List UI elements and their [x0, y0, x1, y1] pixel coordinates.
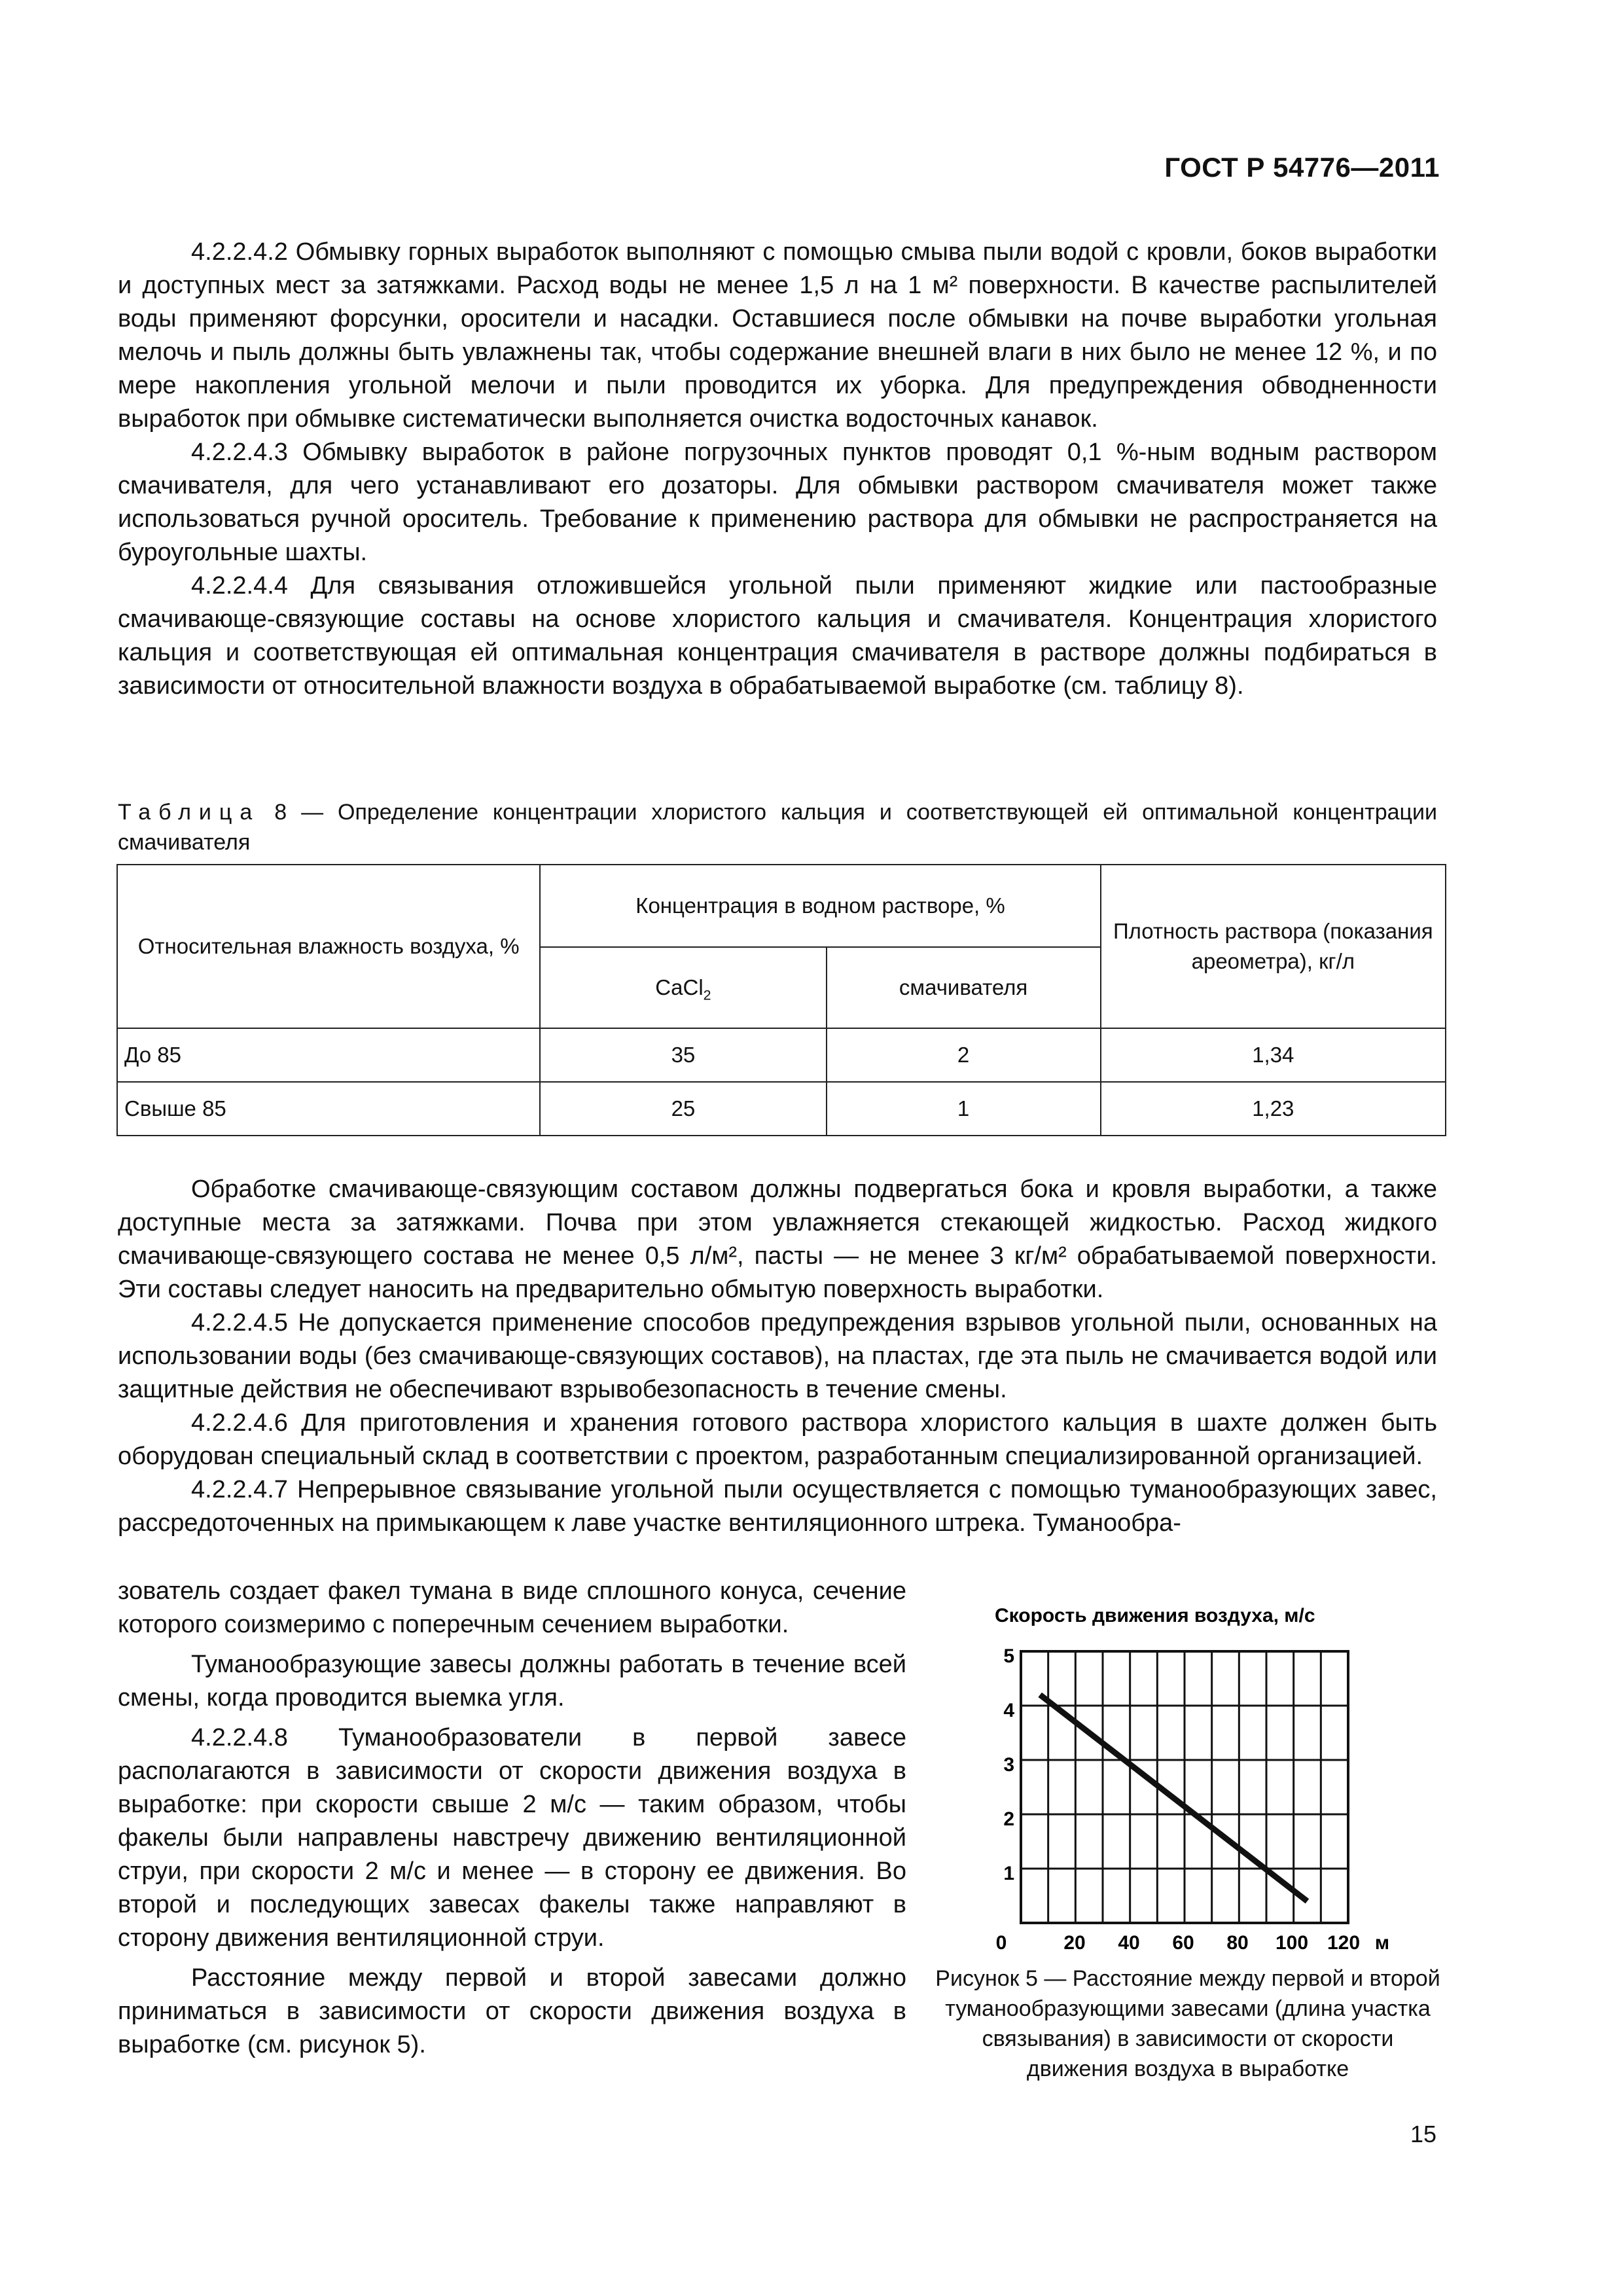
header-cacl-base: CaCl [655, 975, 704, 999]
x-tick-label: 120 [1327, 1932, 1361, 1954]
cell-wetting: 1 [827, 1082, 1101, 1136]
paragraph-4-2-2-4-4: 4.2.2.4.4 Для связывания отложившейся угольной пыли применяют жидкие или пастообразные смачивающе-связующие составы на основе хлористого кальция и смачивателя. Концентрация хлористого кальция и соответствующая ей оптимальная концентрация смачивателя в растворе должны подбираться в зависимости от относительной влажности воздуха в обрабатываемой выработке (см. таблицу 8). [118, 572, 1437, 700]
cell-wetting: 2 [827, 1028, 1101, 1082]
page-number: 15 [1410, 2121, 1436, 2147]
header-cacl-sub: 2 [703, 987, 711, 1003]
cell-density: 1,34 [1101, 1028, 1446, 1082]
cell-humidity: До 85 [117, 1028, 540, 1082]
paragraph-4-2-2-4-3: 4.2.2.4.3 Обмывку выработок в районе погрузочных пунктов проводят 0,1 %-ным водным раствором смачивателя, для чего устанавливают его дозаторы. Для обмывки раствором смачивателя может также использоваться ручной ороситель. Требование к применению раствора для обмывки не распространяется на буроугольные шахты. [118, 439, 1437, 566]
paragraph-4-2-2-4-2: 4.2.2.4.2 Обмывку горных выработок выполняют с помощью смыва пыли водой с кровли, боков выработки и доступных мест за затяжками. Расход воды не менее 1,5 л на 1 м² поверхности. В качестве распылителей воды применяют форсунки, оросители и насадки. Оставшиеся после обмывки на почве выработки угольная мелочь и пыль должны быть увлажнены так, чтобы содержание внешней влаги в них было не менее 12 %, и по мере накопления угольной мелочи и пыли проводится их уборка. Для предупреждения обводненности выработок при обмывке систематически выполняется очистка водосточных канавок. [118, 238, 1437, 433]
paragraph-col-1: Туманообразующие завесы должны работать в течение всей смены, когда проводится выемка угля. [118, 1651, 906, 1712]
x-tick-label: 60 [1172, 1932, 1194, 1954]
header-wetting: смачивателя [827, 947, 1101, 1028]
table-row [117, 1028, 1446, 1082]
table-caption-text: 8 — Определение концентрации хлористого кальция и соответствующей ей оптимальной концентрации смачивателя [118, 800, 1437, 855]
header-concentration: Концентрация в водном растворе, % [540, 865, 1100, 947]
x-tick-label: 40 [1118, 1932, 1140, 1954]
y-tick-label: 3 [1003, 1754, 1014, 1776]
header-density: Плотность раствора (показания ареометра), кг/л [1101, 865, 1446, 1028]
paragraph-col-3: Расстояние между первой и второй завесами должно приниматься в зависимости от скорости движения воздуха в выработке (см. рисунок 5). [118, 1964, 906, 2058]
y-tick-label: 2 [1003, 1808, 1014, 1830]
y-tick-label: 1 [1003, 1863, 1014, 1884]
document-id: ГОСТ Р 54776—2011 [1164, 152, 1440, 183]
paragraph-4-2-2-4-6: 4.2.2.4.6 Для приготовления и хранения готового раствора хлористого кальция в шахте должен быть оборудован специальный склад в соответствии с проектом, разработанным специализированной организацией. [118, 1409, 1437, 1470]
paragraph-col-0: зователь создает факел тумана в виде сплошного конуса, сечение которого соизмеримо с поперечным сечением выработки. [118, 1577, 906, 1638]
paragraph-4-2-2-4-5: 4.2.2.4.5 Не допускается применение способов предупреждения взрывов угольной пыли, основанных на использовании воды (без смачивающе-связующих составов), на пластах, где эта пыль не смачивается водой или защитные действия не обеспечивают взрывобезопасность в течение смены. [118, 1309, 1437, 1403]
x-tick-label: 80 [1226, 1932, 1249, 1954]
text-column [118, 1575, 906, 2062]
text-middle [118, 1173, 1437, 1540]
paragraph-treatment: Обработке смачивающе-связующим составом должны подвергаться бока и кровля выработки, а также доступные места за затяжками. Почва при этом увлажняется стекающей жидкостью. Расход жидкого смачивающе-связующего состава не менее 0,5 л/м², пасты — не менее 3 кг/м² обрабатываемой поверхности. Эти составы следует наносить на предварительно обмытую поверхность выработки. [118, 1175, 1437, 1303]
cell-cacl: 35 [540, 1028, 826, 1082]
text-top [118, 236, 1437, 703]
cell-cacl: 25 [540, 1082, 826, 1136]
header-cacl2 [540, 947, 826, 1028]
table-8 [116, 864, 1446, 1136]
y-tick-label: 5 [1003, 1645, 1014, 1667]
x-tick-label: 0 [995, 1932, 1007, 1954]
paragraph-col-2: 4.2.2.4.8 Туманообразователи в первой завесе располагаются в зависимости от скорости движения воздуха в выработке: при скорости свыше 2 м/с — таким образом, чтобы факелы были направлены навстречу движению вентиляционной струи, при скорости 2 м/с и менее — в сторону ее движения. Во второй и последующих завесах факелы также направляют в сторону движения вентиляционной струи. [118, 1724, 906, 1952]
table-caption-prefix: Таблица [118, 800, 260, 825]
cell-humidity: Свыше 85 [117, 1082, 540, 1136]
header-humidity: Относительная влажность воздуха, % [117, 865, 540, 1028]
table-row [117, 1082, 1446, 1136]
x-unit-label: м [1374, 1932, 1390, 1954]
y-tick-label: 4 [1003, 1700, 1014, 1721]
y-axis-label: Скорость движения воздуха, м/с [995, 1605, 1315, 1626]
chart-grid [1021, 1651, 1348, 1923]
paragraph-4-2-2-4-7: 4.2.2.4.7 Непрерывное связывание угольной пыли осуществляется с помощью туманообразующих завес, рассредоточенных на примыкающем к лаве участке вентиляционного штрека. Туманообра- [118, 1476, 1437, 1537]
figure-caption: Рисунок 5 — Расстояние между первой и второй туманообразующими завесами (длина участка связывания) в зависимости от скорости движения воздуха в выработке [935, 1966, 1440, 2081]
table-caption [118, 797, 1437, 857]
cell-density: 1,23 [1101, 1082, 1446, 1136]
x-tick-label: 20 [1063, 1932, 1086, 1954]
x-tick-label: 100 [1275, 1932, 1309, 1954]
